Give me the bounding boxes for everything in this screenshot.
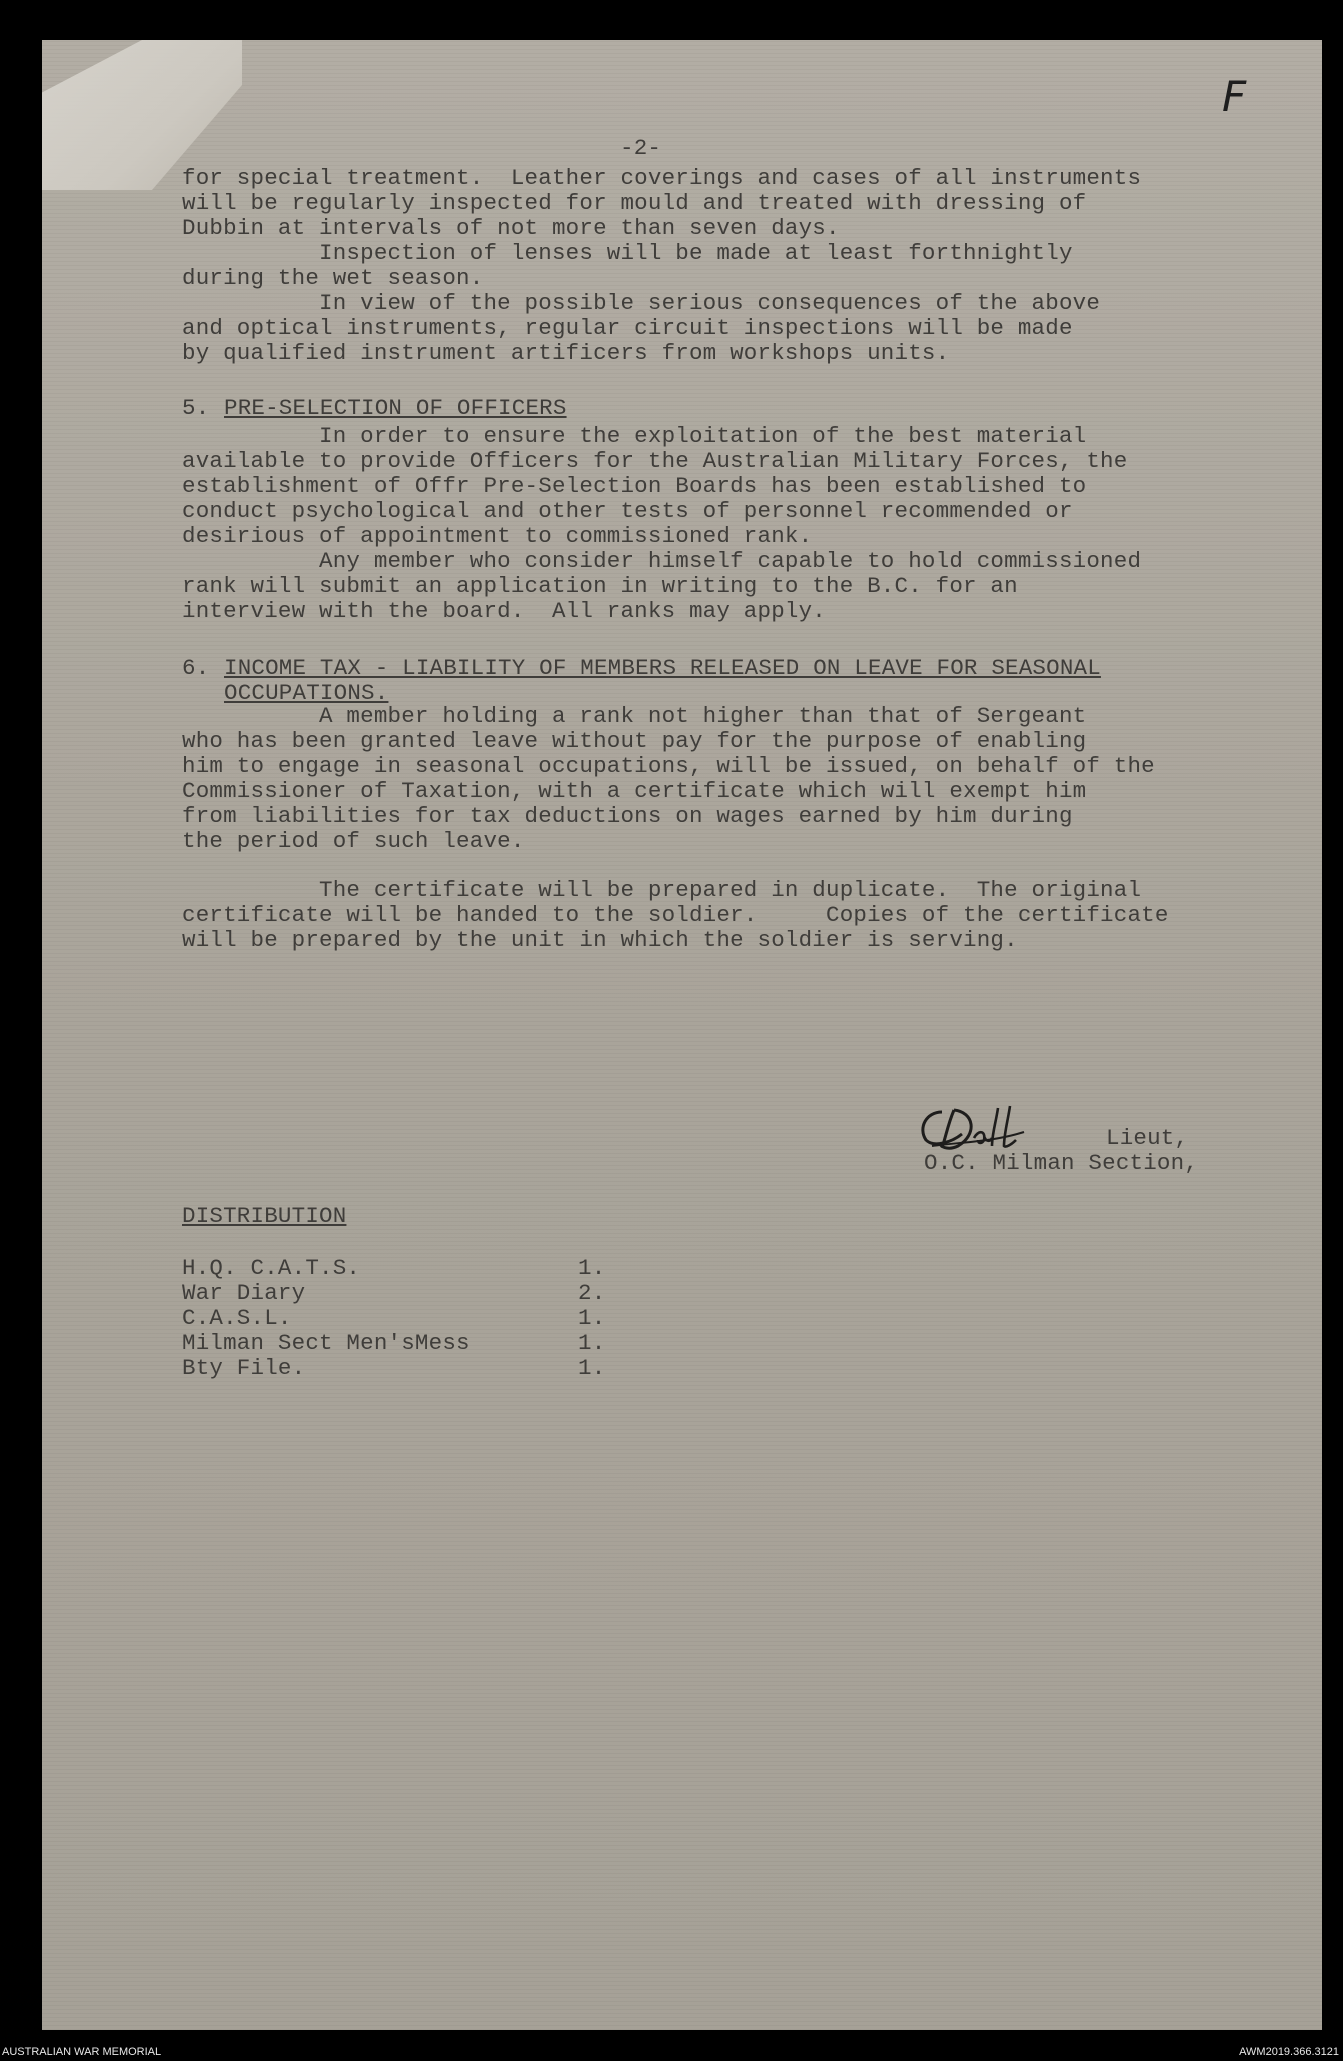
section-line: A member holding a rank not higher than that of Sergeant [182,703,1087,729]
distribution-name: H.Q. C.A.T.S. [182,1255,361,1281]
section-heading-cont: OCCUPATIONS. [224,680,389,706]
section-line: who has been granted leave without pay for the purpose of enabling [182,728,1087,754]
section-line: In order to ensure the exploitation of the best material [182,423,1087,449]
distribution-heading: DISTRIBUTION [182,1203,347,1229]
intro-line: Inspection of lenses will be made at least forthnightly [182,240,1073,266]
distribution-count: 1. [578,1305,606,1331]
section-number: 6. [182,655,210,681]
section-line: rank will submit an application in writing to the B.C. for an [182,573,1018,599]
page-marker: F [1222,72,1247,121]
intro-line: Dubbin at intervals of not more than seven days. [182,215,840,241]
section-line: will be prepared by the unit in which the soldier is serving. [182,927,1018,953]
section-line: desirious of appointment to commissioned rank. [182,523,813,549]
page-number: -2- [620,135,662,161]
document-sheet [42,40,1322,2030]
distribution-name: Bty File. [182,1355,306,1381]
intro-line: during the wet season. [182,265,484,291]
section-number: 5. [182,395,210,421]
section-line: him to engage in seasonal occupations, will be issued, on behalf of the [182,753,1155,779]
intro-line: will be regularly inspected for mould and treated with dressing of [182,190,1087,216]
section-line: certificate will be handed to the soldier. Copies of the certificate [182,902,1169,928]
intro-line: for special treatment. Leather coverings and cases of all instruments [182,165,1142,191]
section-line: conduct psychological and other tests of personnel recommended or [182,498,1073,524]
section-line: available to provide Officers for the Australian Military Forces, the [182,448,1128,474]
intro-line: and optical instruments, regular circuit inspections will be made [182,315,1073,341]
intro-line: In view of the possible serious consequences of the above [182,290,1101,316]
signatory-title: O.C. Milman Section, [924,1150,1199,1176]
signatory-rank: Lieut, [1106,1125,1189,1151]
section-line: from liabilities for tax deductions on wages earned by him during [182,803,1073,829]
section-line: interview with the board. All ranks may apply. [182,598,827,624]
section-line: Any member who consider himself capable to hold commissioned [182,548,1142,574]
distribution-count: 1. [578,1330,606,1356]
section-line: establishment of Offr Pre-Selection Boards has been established to [182,473,1087,499]
section-line: the period of such leave. [182,828,525,854]
section-line: The certificate will be prepared in duplicate. The original [182,877,1142,903]
footer-archive-name: AUSTRALIAN WAR MEMORIAL [2,2046,162,2058]
distribution-name: War Diary [182,1280,306,1306]
distribution-count: 1. [578,1355,606,1381]
distribution-count: 2. [578,1280,606,1306]
intro-line: by qualified instrument artificers from workshops units. [182,340,950,366]
section-heading: INCOME TAX - LIABILITY OF MEMBERS RELEASED ON LEAVE FOR SEASONAL [224,655,1101,681]
footer-accession-number: AWM2019.366.3121 [1239,2046,1339,2058]
section-line: Commissioner of Taxation, with a certificate which will exempt him [182,778,1087,804]
distribution-count: 1. [578,1255,606,1281]
section-heading: PRE-SELECTION OF OFFICERS [224,395,567,421]
distribution-name: C.A.S.L. [182,1305,292,1331]
distribution-name: Milman Sect Men'sMess [182,1330,470,1356]
